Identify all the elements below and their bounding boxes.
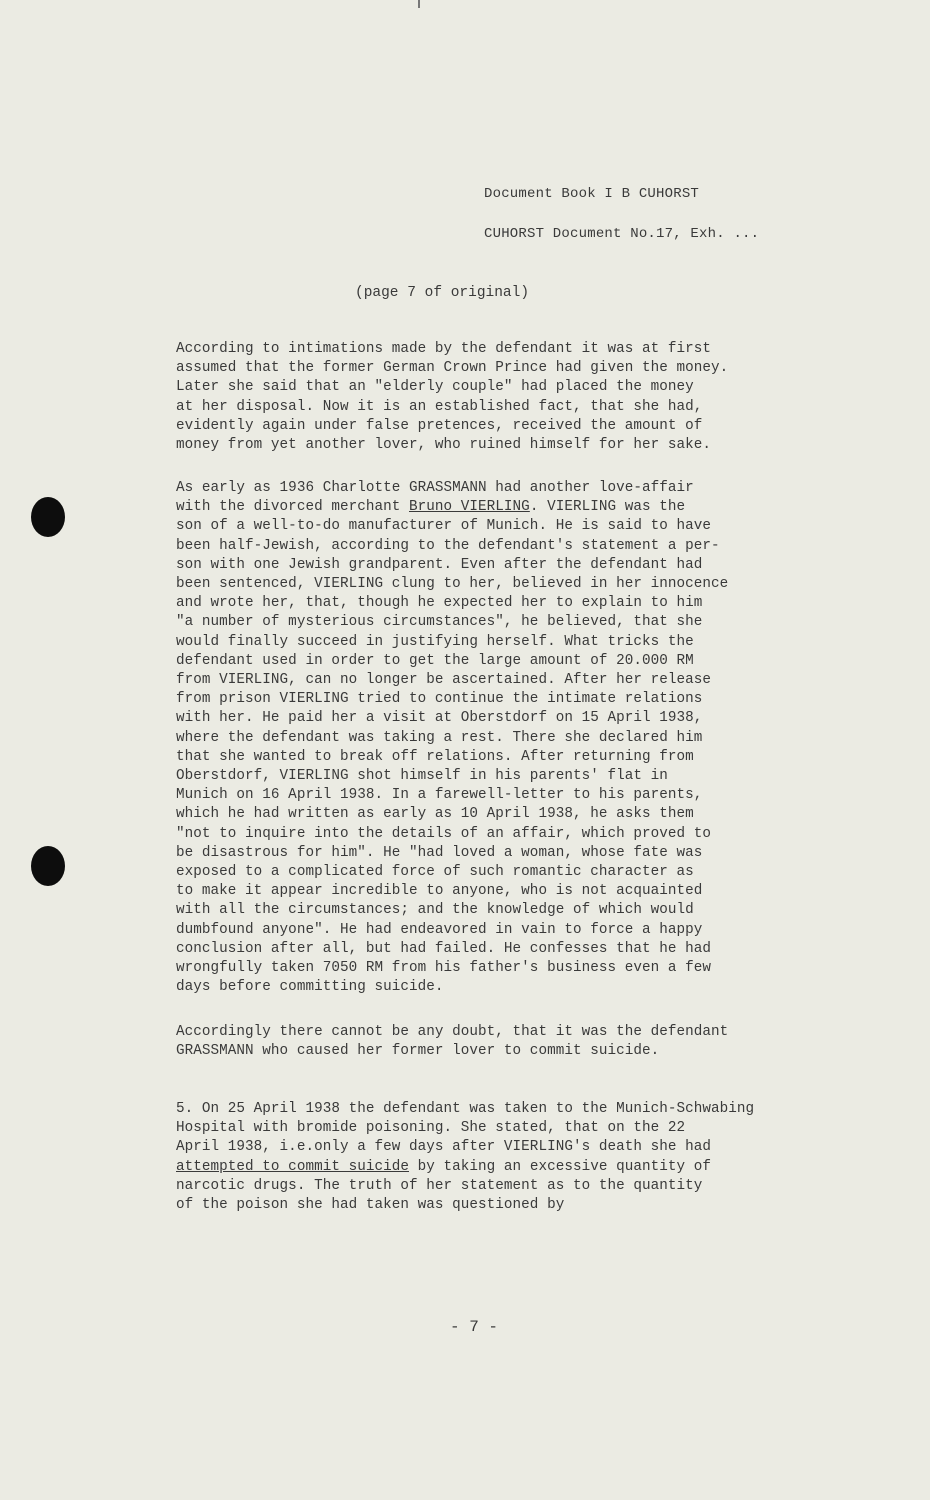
text-line: where the defendant was taking a rest. There she declared him xyxy=(176,729,703,746)
text-line: of the poison she had taken was questioned by xyxy=(176,1197,565,1214)
text-line: narcotic drugs. The truth of her statement as to the quantity xyxy=(176,1177,703,1194)
text-line: be disastrous for him". He "had loved a woman, whose fate was xyxy=(176,844,703,861)
text-line: "a number of mysterious circumstances", he believed, that she xyxy=(176,614,703,631)
underlined-phrase: attempted to commit suicide xyxy=(176,1158,409,1175)
text-line: GRASSMANN who caused her former lover to commit suicide. xyxy=(176,1043,660,1060)
text-line: As early as 1936 Charlotte GRASSMANN had another love-affair xyxy=(176,480,694,496)
text-fragment: . VIERLING was the xyxy=(529,499,686,516)
text-line: defendant used in order to get the large amount of 20.000 RM xyxy=(176,652,694,669)
text-line: evidently again under false pretences, received the amount of xyxy=(176,417,703,434)
text-line: with all the circumstances; and the knowledge of which would xyxy=(176,902,694,919)
text-line: son of a well-to-do manufacturer of Munich. He is said to have xyxy=(176,518,712,535)
text-line: According to intimations made by the defendant it was at first xyxy=(176,341,712,357)
punch-hole-upper xyxy=(31,497,65,537)
text-line: wrongfully taken 7050 RM from his father's business even a few xyxy=(176,960,712,977)
text-line: son with one Jewish grandparent. Even after the defendant had xyxy=(176,556,703,573)
text-line: conclusion after all, but had failed. He confesses that he had xyxy=(176,940,712,957)
text-line: days before committing suicide. xyxy=(176,979,444,996)
text-line: Oberstdorf, VIERLING shot himself in his parents' flat in xyxy=(176,768,668,785)
paragraph-conclusion xyxy=(176,1023,856,1061)
page-number: - 7 - xyxy=(450,1318,499,1336)
text-line: which he had written as early as 10 April 1938, he asks them xyxy=(176,806,694,823)
text-line: from VIERLING, can no longer be ascertained. After her release xyxy=(176,672,712,689)
text-line: assumed that the former German Crown Prince had given the money. xyxy=(176,360,729,377)
text-line: Munich on 16 April 1938. In a farewell-letter to his parents, xyxy=(176,787,703,804)
document-book-reference: Document Book I B CUHORST xyxy=(484,186,700,202)
text-line: would finally succeed in justifying herself. What tricks the xyxy=(176,633,694,650)
paragraph-intimations xyxy=(176,340,856,455)
page-of-original: (page 7 of original) xyxy=(355,285,530,301)
punch-hole-lower xyxy=(31,846,65,886)
text-fragment: by taking an excessive quantity of xyxy=(409,1158,712,1175)
text-line: been sentenced, VIERLING clung to her, believed in her innocence xyxy=(176,576,729,593)
text-line: April 1938, i.e.only a few days after VIERLING's death she had xyxy=(176,1139,712,1156)
text-line: Hospital with bromide poisoning. She stated, that on the 22 xyxy=(176,1120,686,1137)
text-line: at her disposal. Now it is an established fact, that she had, xyxy=(176,398,703,415)
text-line: to make it appear incredible to anyone, who is not acquainted xyxy=(176,883,703,900)
text-line: Accordingly there cannot be any doubt, that it was the defendant xyxy=(176,1024,729,1040)
underlined-name: Bruno VIERLING xyxy=(409,499,530,516)
text-line: from prison VIERLING tried to continue the intimate relations xyxy=(176,691,703,708)
text-line: that she wanted to break off relations. After returning from xyxy=(176,748,694,765)
text-line: and wrote her, that, though he expected her to explain to him xyxy=(176,595,703,612)
text-line: money from yet another lover, who ruined himself for her sake. xyxy=(176,437,712,454)
paragraph-point-5 xyxy=(176,1100,856,1215)
text-line xyxy=(176,1158,856,1177)
text-line: been half-Jewish, according to the defendant's statement a per- xyxy=(176,537,720,554)
text-fragment: with the divorced merchant xyxy=(176,499,409,516)
text-line: dumbfound anyone". He had endeavored in vain to force a happy xyxy=(176,921,703,938)
text-line: "not to inquire into the details of an affair, which proved to xyxy=(176,825,712,842)
text-line xyxy=(176,498,856,517)
text-line: exposed to a complicated force of such romantic character as xyxy=(176,864,694,881)
paragraph-vierling-affair xyxy=(176,479,856,997)
text-line: 5. On 25 April 1938 the defendant was taken to the Munich-Schwabing xyxy=(176,1101,755,1117)
edge-mark xyxy=(418,0,420,8)
text-line: Later she said that an "elderly couple" had placed the money xyxy=(176,379,694,396)
document-number-reference: CUHORST Document No.17, Exh. ... xyxy=(484,226,760,242)
text-line: with her. He paid her a visit at Oberstdorf on 15 April 1938, xyxy=(176,710,703,727)
